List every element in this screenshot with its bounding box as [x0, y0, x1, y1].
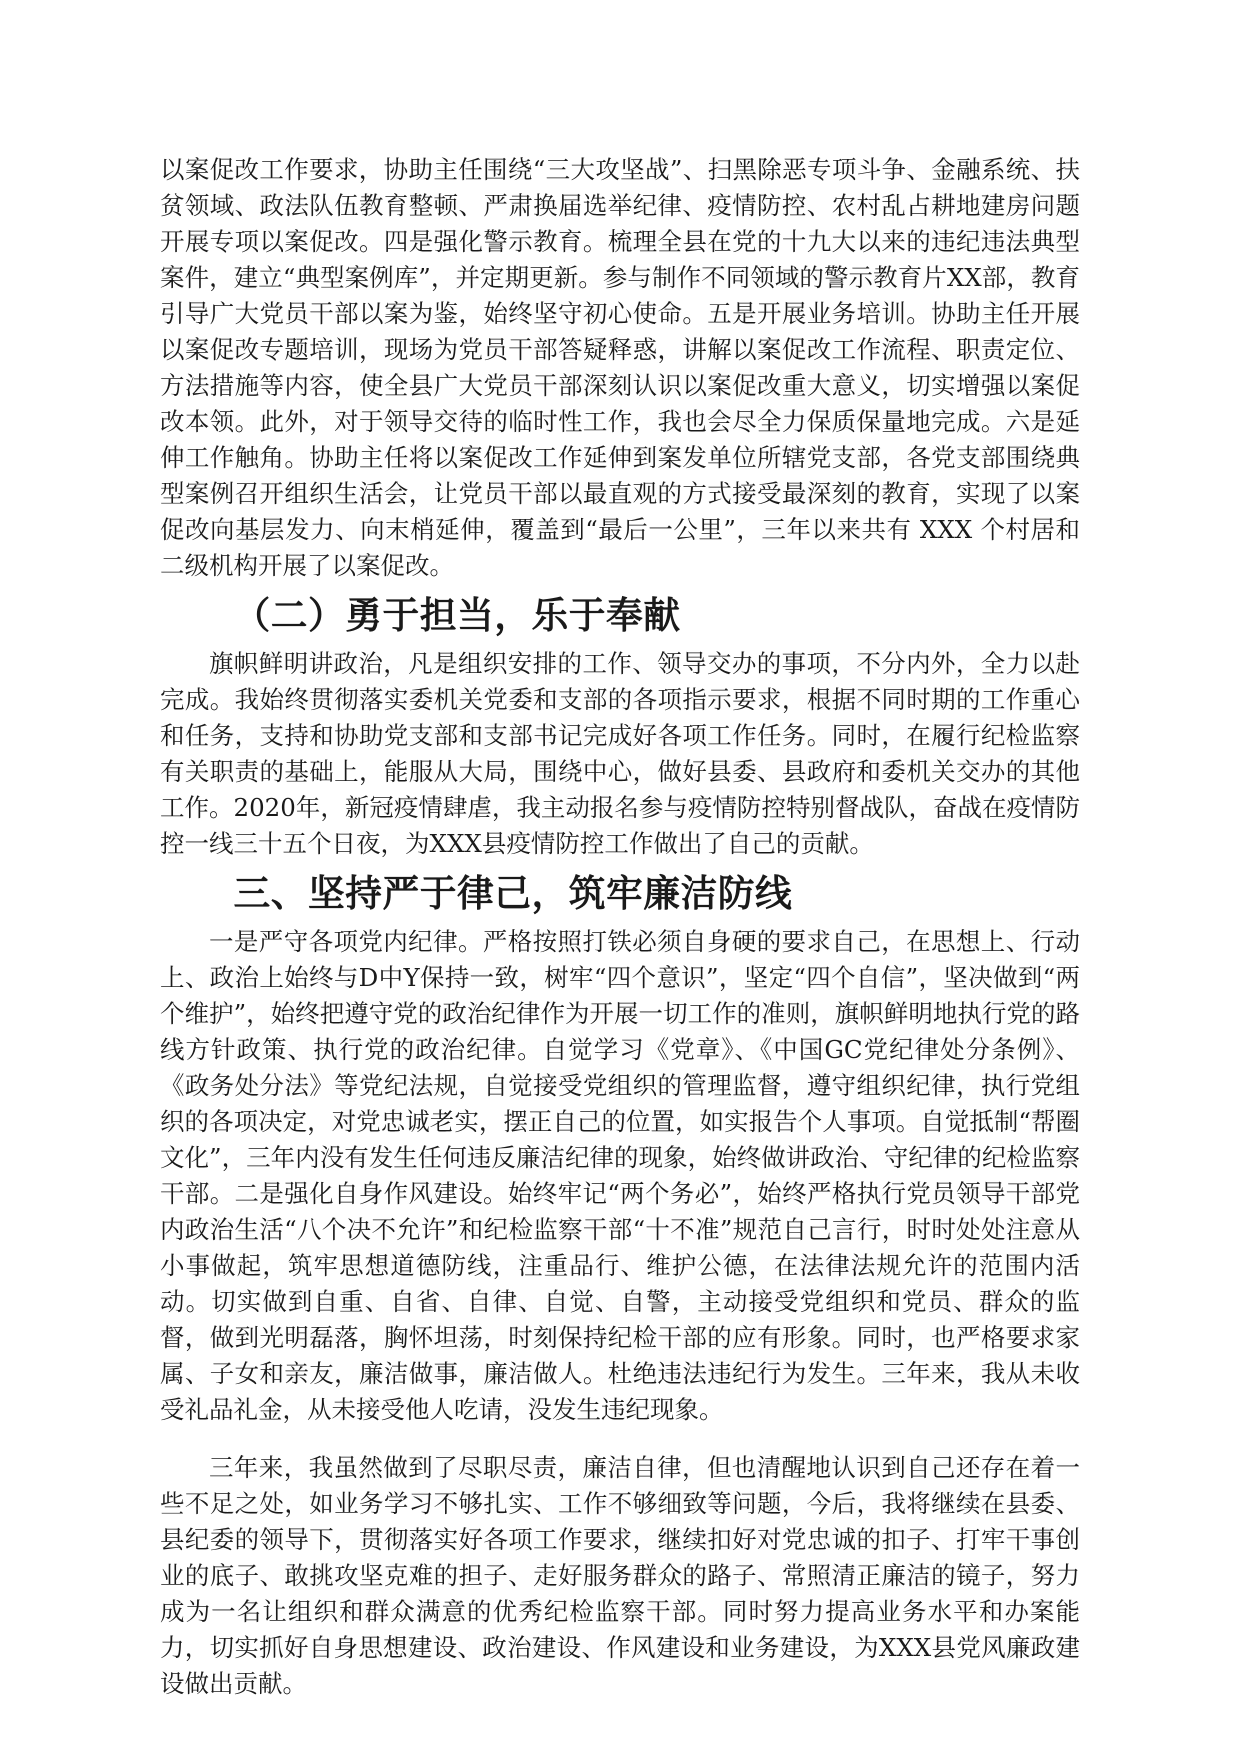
paragraph-conclusion: 三年来，我虽然做到了尽职尽责，廉洁自律，但也清醒地认识到自己还存在着一些不足之处，如业务学习不够扎实、工作不够细致等问题，今后，我将继续在县委、县纪委的领导下，贯彻落实好各项工作要求，继续扣好对党忠诚的扣子、打牢干事创业的底子、敢挑攻坚克难的担子、走好服务群众的路子、常照清正廉洁的镜子，努力成为一名让组织和群众满意的优秀纪检监察干部。同时努力提高业务水平和办案能力，切实抓好自身思想建设、政治建设、作风建设和业务建设，为XXX县党风廉政建设做出贡献。: [160, 1453, 1080, 1698]
section-heading-2: （二）勇于担当，乐于奉献: [233, 593, 681, 637]
document-page: [160, 152, 1080, 1702]
paragraph-discipline: 一是严守各项党内纪律。严格按照打铁必须自身硬的要求自己，在思想上、行动上、政治上始终与D中Y保持一致，树牢“四个意识”，坚定“四个自信”，坚决做到“两个维护”，始终把遵守党的政治纪律作为开展一切工作的准则，旗帜鲜明地执行党的路线方针政策、执行党的政治纪律。自觉学习《党章》、《中国GC党纪律处分条例》、《政务处分法》等党纪法规，自觉接受党组织的管理监督，遵守组织纪律，执行党组织的各项决定，对党忠诚老实，摆正自己的位置，如实报告个人事项。自觉抵制“帮圈文化”，三年内没有发生任何违反廉洁纪律的现象，始终做讲政治、守纪律的纪检监察干部。二是强化自身作风建设。始终牢记“两个务必”，始终严格执行党员领导干部党内政治生活“八个决不允许”和纪检监察干部“十不准”规范自己言行，时时处处注意从小事做起，筑牢思想道德防线，注重品行、维护公德，在法律法规允许的范围内活动。切实做到自重、自省、自律、自觉、自警，主动接受党组织和党员、群众的监督，做到光明磊落，胸怀坦荡，时刻保持纪检干部的应有形象。同时，也严格要求家属、子女和亲友，廉洁做事，廉洁做人。杜绝违法违纪行为发生。三年来，我从未收受礼品礼金，从未接受他人吃请，没发生违纪现象。: [160, 927, 1080, 1424]
paragraph-continued: 以案促改工作要求，协助主任围绕“三大攻坚战”、扫黑除恶专项斗争、金融系统、扶贫领域、政法队伍教育整顿、严肃换届选举纪律、疫情防控、农村乱占耕地建房问题开展专项以案促改。四是强化警示教育。梳理全县在党的十九大以来的违纪违法典型案件，建立“典型案例库”，并定期更新。参与制作不同领域的警示教育片XX部，教育引导广大党员干部以案为鉴，始终坚守初心使命。五是开展业务培训。协助主任开展以案促改专题培训，现场为党员干部答疑释惑，讲解以案促改工作流程、职责定位、方法措施等内容，使全县广大党员干部深刻认识以案促改重大意义，切实增强以案促改本领。此外，对于领导交待的临时性工作，我也会尽全力保质保量地完成。六是延伸工作触角。协助主任将以案促改工作延伸到案发单位所辖党支部，各党支部围绕典型案例召开组织生活会，让党员干部以最直观的方式接受最深刻的教育，实现了以案促改向基层发力、向末梢延伸，覆盖到“最后一公里”，三年以来共有 XXX 个村居和二级机构开展了以案促改。: [160, 155, 1080, 580]
section-heading-3: 三、坚持严于律己，筑牢廉洁防线: [233, 871, 793, 915]
paragraph-dedication: 旗帜鲜明讲政治，凡是组织安排的工作、领导交办的事项，不分内外，全力以赴完成。我始终贯彻落实委机关党委和支部的各项指示要求，根据不同时期的工作重心和任务，支持和协助党支部和支部书记完成好各项工作任务。同时，在履行纪检监察有关职责的基础上，能服从大局，围绕中心，做好县委、县政府和委机关交办的其他工作。2020年，新冠疫情肆虐，我主动报名参与疫情防控特别督战队，奋战在疫情防控一线三十五个日夜，为XXX县疫情防控工作做出了自己的贡献。: [160, 649, 1080, 858]
